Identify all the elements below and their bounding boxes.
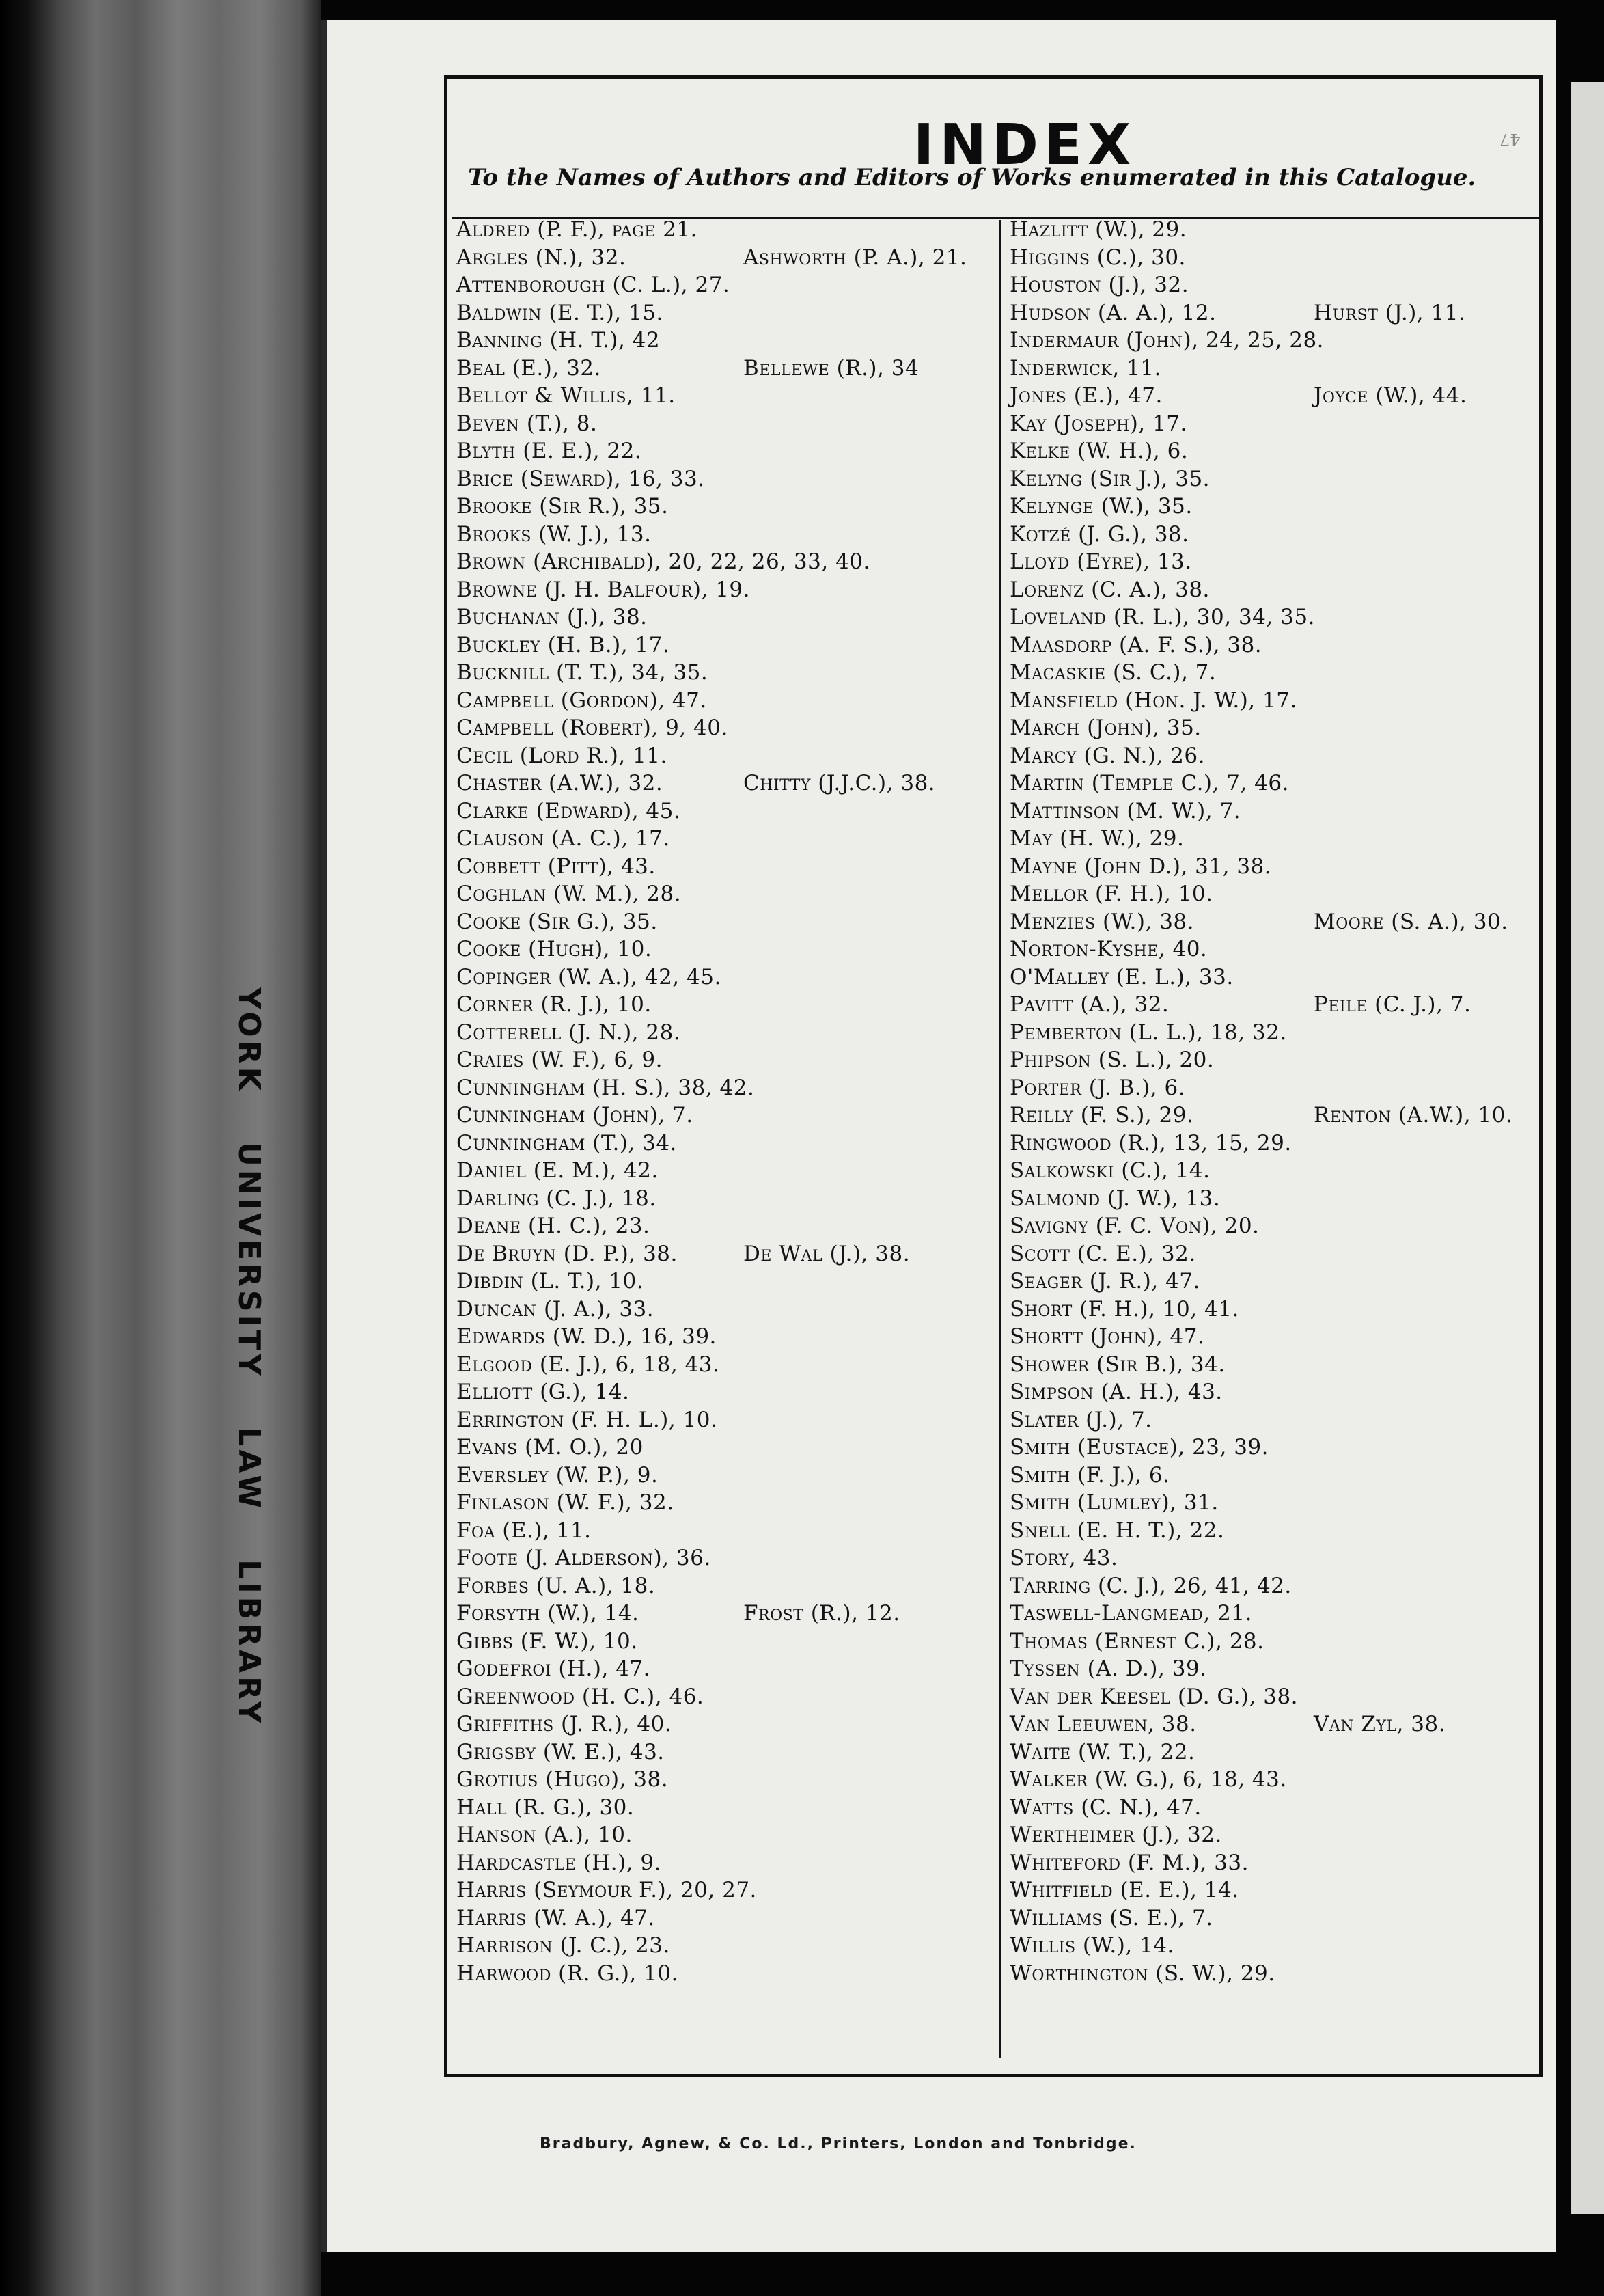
index-entry-name: Buchanan (J.), 38.	[456, 605, 648, 629]
index-entry-name: Clauson (A. C.), 17.	[456, 826, 670, 851]
index-entry-name: Baldwin (E. T.), 15.	[456, 300, 663, 325]
index-entry	[1010, 1130, 1549, 1158]
index-entry	[456, 576, 996, 604]
index-entry	[456, 1489, 996, 1517]
index-entry-name: Brooke (Sir R.), 35.	[456, 494, 669, 519]
index-entry-name: Brooks (W. J.), 13.	[456, 521, 652, 547]
index-entry	[456, 1102, 996, 1130]
index-entry-name: Foa (E.), 11.	[456, 1518, 592, 1543]
index-entry	[456, 991, 996, 1019]
index-entry-name: Campbell (Robert), 9, 40.	[456, 715, 728, 740]
index-entry-name: Savigny (F. C. Von), 20.	[1010, 1214, 1260, 1238]
index-entry-name: Whitfield (E. E.), 14.	[1010, 1878, 1239, 1902]
index-entry	[1010, 410, 1549, 438]
index-entry	[1010, 271, 1549, 299]
index-entry	[1010, 935, 1549, 964]
index-entry-name: Kelyng (Sir J.), 35.	[1010, 466, 1211, 491]
index-entry-name: Inderwick, 11.	[1010, 355, 1161, 381]
index-entry	[1010, 299, 1549, 327]
index-entry-name: Harris (W. A.), 47.	[456, 1905, 655, 1930]
index-entry-name: Macaskie (S. C.), 7.	[1010, 660, 1217, 685]
index-entry	[456, 244, 996, 272]
index-entry-name: Phipson (S. L.), 20.	[1010, 1048, 1215, 1072]
index-entry	[456, 964, 996, 992]
index-entry	[1010, 1544, 1549, 1572]
index-entry-secondary: Moore (S. A.), 30.	[1314, 909, 1508, 934]
index-entry-name: Kelke (W. H.), 6.	[1010, 439, 1189, 463]
index-entry	[1010, 825, 1549, 853]
index-entry	[1010, 1240, 1549, 1268]
index-entry	[456, 631, 996, 659]
index-entry	[1010, 769, 1549, 797]
index-entry-name: Pavitt (A.), 32.	[1010, 992, 1170, 1017]
index-entry	[456, 797, 996, 825]
index-entry-name: Campbell (Gordon), 47.	[456, 687, 707, 713]
index-entry	[456, 216, 996, 244]
index-entry-name: Cunningham (T.), 34.	[456, 1130, 677, 1156]
index-entry-name: Daniel (E. M.), 42.	[456, 1158, 659, 1183]
index-entry-name: Maasdorp (A. F. S.), 38.	[1010, 632, 1262, 657]
index-entry-name: Worthington (S. W.), 29.	[1010, 1960, 1275, 1986]
index-entry-name: O'Malley (E. L.), 33.	[1010, 964, 1234, 989]
index-entry	[1010, 1821, 1549, 1849]
right-index-column	[1010, 216, 1549, 1987]
index-entry-name: Reilly (F. S.), 29.	[1010, 1103, 1194, 1128]
index-entry-name: Forbes (U. A.), 18.	[456, 1573, 656, 1598]
index-entry	[456, 853, 996, 881]
index-entry-name: Brice (Seward), 16, 33.	[456, 466, 705, 491]
index-entry	[456, 1130, 996, 1158]
index-entry-name: Cunningham (H. S.), 38, 42.	[456, 1075, 755, 1100]
index-entry-name: Bellot & Willis, 11.	[456, 383, 676, 408]
index-entry	[456, 1544, 996, 1572]
index-entry-name: Cooke (Hugh), 10.	[456, 937, 652, 961]
index-entry	[1010, 742, 1549, 770]
index-entry-name: Smith (Eustace), 23, 39.	[1010, 1435, 1269, 1460]
index-entry	[456, 271, 996, 299]
index-entry	[456, 880, 996, 908]
index-entry-name: Loveland (R. L.), 30, 34, 35.	[1010, 605, 1315, 629]
index-entry	[456, 1572, 996, 1600]
index-entry	[1010, 687, 1549, 715]
index-entry	[456, 1296, 996, 1324]
index-entry-name: Smith (F. J.), 6.	[1010, 1462, 1170, 1488]
index-entry	[1010, 1157, 1549, 1185]
index-entry-name: Elgood (E. J.), 6, 18, 43.	[456, 1352, 720, 1377]
index-entry-name: Cobbett (Pitt), 43.	[456, 853, 656, 879]
index-entry	[456, 908, 996, 936]
index-entry	[456, 714, 996, 742]
index-entry	[456, 1655, 996, 1683]
index-entry-secondary: De Wal (J.), 38.	[743, 1241, 911, 1266]
index-entry	[1010, 548, 1549, 576]
index-entry-name: Blyth (E. E.), 22.	[456, 439, 642, 463]
index-entry-name: Cotterell (J. N.), 28.	[456, 1020, 681, 1045]
index-entry	[456, 1932, 996, 1960]
index-entry-name: Short (F. H.), 10, 41.	[1010, 1296, 1239, 1322]
index-entry-name: Shower (Sir B.), 34.	[1010, 1352, 1226, 1377]
index-entry-name: Godefroi (H.), 47.	[456, 1656, 650, 1681]
index-entry-name: Mansfield (Hon. J. W.), 17.	[1010, 687, 1297, 713]
index-entry-name: Eversley (W. P.), 9.	[456, 1462, 659, 1488]
index-entry-name: Mellor (F. H.), 10.	[1010, 882, 1213, 906]
index-entry	[456, 493, 996, 521]
index-entry-name: Mattinson (M. W.), 7.	[1010, 798, 1241, 823]
spine-label	[232, 987, 266, 1760]
index-entry	[1010, 797, 1549, 825]
index-entry	[456, 1046, 996, 1074]
index-entry-name: Foote (J. Alderson), 36.	[456, 1546, 711, 1570]
index-entry	[456, 355, 996, 383]
index-entry-name: Porter (J. B.), 6.	[1010, 1075, 1186, 1100]
index-entry-name: Elliott (G.), 14.	[456, 1380, 630, 1404]
index-entry	[1010, 327, 1549, 355]
index-entry-name: Harris (Seymour F.), 20, 27.	[456, 1878, 757, 1902]
index-entry	[456, 1462, 996, 1490]
index-entry-name: Indermaur (John), 24, 25, 28.	[1010, 328, 1325, 353]
index-entry-name: Ringwood (R.), 13, 15, 29.	[1010, 1130, 1292, 1156]
index-entry	[1010, 1794, 1549, 1822]
index-entry-name: Pemberton (L. L.), 18, 32.	[1010, 1020, 1287, 1045]
index-entry-name: Cunningham (John), 7.	[456, 1103, 693, 1128]
index-entry	[1010, 1185, 1549, 1213]
index-entry-secondary: Frost (R.), 12.	[743, 1601, 900, 1626]
index-entry-name: Martin (Temple C.), 7, 46.	[1010, 771, 1289, 795]
index-entry-name: Cecil (Lord R.), 11.	[456, 743, 667, 768]
index-entry-name: Duncan (J. A.), 33.	[456, 1296, 654, 1322]
index-entry	[456, 1710, 996, 1738]
spine-word: LAW	[232, 1427, 266, 1512]
index-entry-name: Buckley (H. B.), 17.	[456, 632, 670, 657]
index-entry	[1010, 991, 1549, 1019]
index-entry	[1010, 493, 1549, 521]
index-entry-name: Mayne (John D.), 31, 38.	[1010, 853, 1272, 879]
index-entry	[1010, 355, 1549, 383]
index-entry-name: Browne (J. H. Balfour), 19.	[456, 577, 751, 602]
index-entry	[456, 1600, 996, 1628]
index-entry	[1010, 1876, 1549, 1904]
index-entry	[1010, 1323, 1549, 1351]
index-entry	[456, 410, 996, 438]
index-entry	[1010, 1517, 1549, 1545]
index-entry	[1010, 1600, 1549, 1628]
index-entry	[456, 1378, 996, 1406]
index-entry-name: Shortt (John), 47.	[1010, 1324, 1205, 1349]
index-entry	[456, 1323, 996, 1351]
index-entry	[456, 1240, 996, 1268]
index-entry	[1010, 1378, 1549, 1406]
index-entry-name: Lloyd (Eyre), 13.	[1010, 549, 1192, 574]
book-spine	[0, 0, 321, 2296]
index-entry	[456, 1517, 996, 1545]
index-entry	[456, 1821, 996, 1849]
spine-word: LIBRARY	[232, 1559, 266, 1727]
index-entry	[1010, 659, 1549, 687]
spine-word: YORK	[232, 987, 266, 1094]
index-entry	[1010, 1960, 1549, 1988]
index-entry	[1010, 1766, 1549, 1794]
index-entry-name: Kelynge (W.), 35.	[1010, 494, 1193, 519]
index-entry-name: Seager (J. R.), 47.	[1010, 1269, 1200, 1294]
index-entry	[1010, 1932, 1549, 1960]
index-entry-name: Van Leeuwen, 38.	[1010, 1712, 1197, 1736]
index-entry-name: Salkowski (C.), 14.	[1010, 1158, 1211, 1183]
index-entry	[456, 437, 996, 465]
index-entry-name: Watts (C. N.), 47.	[1010, 1794, 1202, 1820]
index-entry-name: Walker (W. G.), 6, 18, 43.	[1010, 1767, 1287, 1792]
index-entry	[1010, 521, 1549, 549]
index-entry-secondary: Ashworth (P. A.), 21.	[743, 245, 967, 270]
index-entry-name: Attenborough (C. L.), 27.	[456, 273, 730, 297]
index-entry-name: Kotzé (J. G.), 38.	[1010, 521, 1189, 547]
index-entry-name: Tarring (C. J.), 26, 41, 42.	[1010, 1573, 1292, 1598]
index-entry	[456, 1876, 996, 1904]
index-entry-secondary: Peile (C. J.), 7.	[1314, 992, 1471, 1017]
index-entry	[456, 1960, 996, 1988]
index-entry	[456, 1074, 996, 1102]
index-entry	[1010, 1268, 1549, 1296]
index-entry	[1010, 1074, 1549, 1102]
index-entry-name: Simpson (A. H.), 43.	[1010, 1380, 1223, 1404]
index-entry	[1010, 908, 1549, 936]
spine-word: UNIVERSITY	[232, 1142, 266, 1379]
index-entry-name: Beven (T.), 8.	[456, 411, 598, 436]
index-entry-name: March (John), 35.	[1010, 715, 1202, 740]
index-entry-name: Harrison (J. C.), 23.	[456, 1933, 670, 1958]
index-entry	[456, 1628, 996, 1656]
index-entry-name: Hardcastle (H.), 9.	[456, 1850, 661, 1875]
index-entry	[1010, 1351, 1549, 1379]
index-entry	[1010, 1046, 1549, 1074]
index-entry	[456, 521, 996, 549]
index-entry-name: Evans (M. O.), 20	[456, 1435, 644, 1460]
index-entry-name: Aldred (P. F.), page 21.	[456, 217, 697, 242]
index-entry-name: Norton-Kyshe, 40.	[1010, 937, 1208, 961]
index-entry	[1010, 1406, 1549, 1434]
index-entry-name: Tyssen (A. D.), 39.	[1010, 1656, 1207, 1681]
index-entry	[1010, 576, 1549, 604]
index-entry-name: Hudson (A. A.), 12.	[1010, 300, 1217, 325]
index-entry-name: Thomas (Ernest C.), 28.	[1010, 1628, 1264, 1654]
index-entry-secondary: Hurst (J.), 11.	[1314, 300, 1466, 325]
index-entry	[1010, 1655, 1549, 1683]
index-entry-name: Forsyth (W.), 14.	[456, 1601, 639, 1626]
index-entry-name: Corner (R. J.), 10.	[456, 992, 652, 1017]
index-entry	[1010, 1489, 1549, 1517]
column-divider	[999, 220, 1001, 2058]
index-entry-name: Dibdin (L. T.), 10.	[456, 1269, 644, 1294]
index-entry-name: Cooke (Sir G.), 35.	[456, 909, 658, 934]
index-entry	[1010, 631, 1549, 659]
index-entry	[1010, 603, 1549, 631]
index-entry-name: Bucknill (T. T.), 34, 35.	[456, 660, 708, 685]
index-entry-name: Gibbs (F. W.), 10.	[456, 1628, 638, 1654]
index-entry-name: Lorenz (C. A.), 38.	[1010, 577, 1210, 602]
index-entry	[456, 825, 996, 853]
index-entry-name: Whiteford (F. M.), 33.	[1010, 1850, 1249, 1875]
index-entry	[456, 687, 996, 715]
printer-imprint: Bradbury, Agnew, & Co. Ld., Printers, London and Tonbridge.	[540, 2135, 1137, 2152]
index-entry	[456, 1406, 996, 1434]
index-entry	[1010, 1102, 1549, 1130]
index-entry-name: Scott (C. E.), 32.	[1010, 1241, 1196, 1266]
index-entry-name: De Bruyn (D. P.), 38.	[456, 1241, 678, 1266]
index-entry-name: Grotius (Hugo), 38.	[456, 1767, 669, 1792]
index-entry	[1010, 1212, 1549, 1240]
index-entry-name: Deane (H. C.), 23.	[456, 1214, 650, 1238]
index-entry	[1010, 880, 1549, 908]
index-entry-name: Snell (E. H. T.), 22.	[1010, 1518, 1225, 1543]
index-entry	[1010, 1572, 1549, 1600]
index-entry	[456, 1185, 996, 1213]
index-entry	[456, 327, 996, 355]
index-entry-name: Finlason (W. F.), 32.	[456, 1490, 674, 1515]
index-entry-secondary: Joyce (W.), 44.	[1314, 383, 1467, 408]
index-entry-name: Willis (W.), 14.	[1010, 1933, 1174, 1958]
index-entry-name: Clarke (Edward), 45.	[456, 798, 681, 823]
index-entry	[1010, 465, 1549, 493]
index-entry	[456, 299, 996, 327]
page-subtitle: To the Names of Authors and Editors of Works enumerated in this Catalogue.	[468, 164, 1476, 191]
index-entry-name: Kay (Joseph), 17.	[1010, 411, 1187, 436]
index-entry-name: Coghlan (W. M.), 28.	[456, 882, 682, 906]
index-entry	[456, 1351, 996, 1379]
index-entry-name: Higgins (C.), 30.	[1010, 245, 1186, 270]
index-entry-name: Harwood (R. G.), 10.	[456, 1960, 678, 1986]
index-entry	[1010, 1019, 1549, 1047]
index-entry	[1010, 1434, 1549, 1462]
index-entry-secondary: Renton (A.W.), 10.	[1314, 1103, 1513, 1128]
index-entry	[1010, 1462, 1549, 1490]
index-entry	[1010, 714, 1549, 742]
index-entry-secondary: Chitty (J.J.C.), 38.	[743, 771, 936, 795]
index-entry-name: May (H. W.), 29.	[1010, 826, 1185, 851]
page-title: INDEX	[913, 113, 1137, 178]
index-entry-name: Slater (J.), 7.	[1010, 1407, 1152, 1432]
index-entry	[456, 1434, 996, 1462]
index-entry	[1010, 1904, 1549, 1932]
index-entry-name: Copinger (W. A.), 42, 45.	[456, 964, 721, 989]
index-entry-name: Story, 43.	[1010, 1546, 1118, 1570]
index-entry-name: Smith (Lumley), 31.	[1010, 1490, 1219, 1515]
index-entry	[1010, 437, 1549, 465]
index-entry-name: Craies (W. F.), 6, 9.	[456, 1048, 663, 1072]
page-number: 47	[1499, 130, 1521, 149]
index-entry	[1010, 1628, 1549, 1656]
index-entry	[1010, 244, 1549, 272]
index-entry-name: Edwards (W. D.), 16, 39.	[456, 1324, 717, 1349]
index-entry-name: Hanson (A.), 10.	[456, 1822, 633, 1847]
index-entry-name: Errington (F. H. L.), 10.	[456, 1407, 718, 1432]
index-entry-name: Salmond (J. W.), 13.	[1010, 1186, 1221, 1211]
index-entry	[456, 935, 996, 964]
index-entry-name: Menzies (W.), 38.	[1010, 909, 1195, 934]
index-entry	[456, 659, 996, 687]
index-entry-name: Taswell-Langmead, 21.	[1010, 1601, 1252, 1626]
index-entry-name: Banning (H. T.), 42	[456, 328, 661, 353]
index-entry	[456, 1794, 996, 1822]
index-entry-name: Brown (Archibald), 20, 22, 26, 33, 40.	[456, 549, 870, 574]
index-entry	[1010, 1738, 1549, 1766]
index-entry	[456, 1738, 996, 1766]
index-entry	[456, 742, 996, 770]
index-entry	[456, 603, 996, 631]
index-entry-name: Grigsby (W. E.), 43.	[456, 1739, 665, 1764]
index-entry-name: Hazlitt (W.), 29.	[1010, 217, 1187, 242]
index-entry-secondary: Bellewe (R.), 34	[743, 355, 919, 381]
index-entry	[456, 1904, 996, 1932]
index-entry-name: Hall (R. G.), 30.	[456, 1794, 635, 1820]
index-entry	[456, 1212, 996, 1240]
index-entry-name: Argles (N.), 32.	[456, 245, 626, 270]
index-entry-name: Williams (S. E.), 7.	[1010, 1905, 1213, 1930]
index-entry-name: Marcy (G. N.), 26.	[1010, 743, 1205, 768]
index-entry	[456, 1683, 996, 1711]
index-entry	[1010, 964, 1549, 992]
index-entry	[1010, 216, 1549, 244]
index-entry-secondary: Van Zyl, 38.	[1314, 1712, 1446, 1736]
facing-page-edge	[1571, 82, 1604, 2214]
index-entry	[456, 769, 996, 797]
index-entry-name: Greenwood (H. C.), 46.	[456, 1684, 704, 1709]
index-entry	[456, 1766, 996, 1794]
index-entry-name: Darling (C. J.), 18.	[456, 1186, 656, 1211]
index-entry-name: Griffiths (J. R.), 40.	[456, 1712, 672, 1736]
index-entry	[456, 465, 996, 493]
index-entry	[1010, 1849, 1549, 1877]
index-entry	[456, 382, 996, 410]
index-entry	[1010, 1296, 1549, 1324]
index-entry-name: Waite (W. T.), 22.	[1010, 1739, 1195, 1764]
index-entry-name: Wertheimer (J.), 32.	[1010, 1822, 1222, 1847]
index-entry	[456, 1268, 996, 1296]
index-entry	[1010, 382, 1549, 410]
index-entry	[1010, 853, 1549, 881]
index-entry	[456, 1157, 996, 1185]
index-entry-name: Van der Keesel (D. G.), 38.	[1010, 1684, 1299, 1709]
index-entry	[456, 1019, 996, 1047]
left-index-column	[456, 216, 996, 1987]
index-entry-name: Houston (J.), 32.	[1010, 273, 1189, 297]
index-entry	[1010, 1710, 1549, 1738]
index-entry	[1010, 1683, 1549, 1711]
index-entry	[456, 548, 996, 576]
index-entry-name: Jones (E.), 47.	[1010, 383, 1163, 408]
index-entry	[456, 1849, 996, 1877]
index-entry-name: Beal (E.), 32.	[456, 355, 601, 381]
index-entry-name: Chaster (A.W.), 32.	[456, 771, 663, 795]
